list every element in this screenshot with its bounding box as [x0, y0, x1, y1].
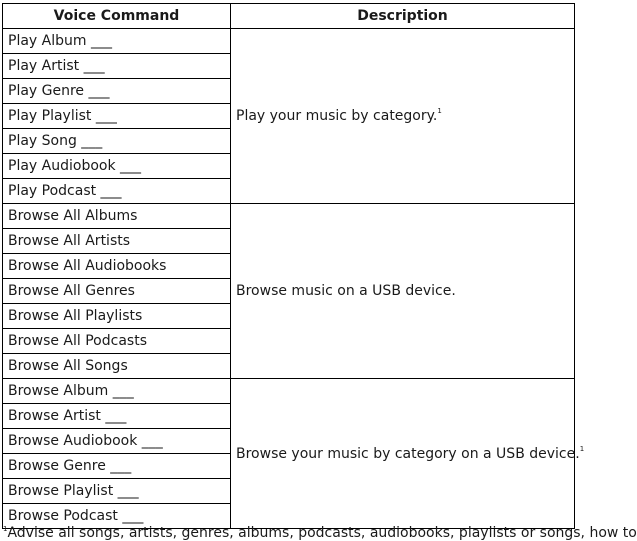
voice-command-cell: Browse Genre ___: [3, 454, 231, 479]
voice-command-cell: Play Podcast ___: [3, 179, 231, 204]
voice-command-cell: Browse Playlist ___: [3, 479, 231, 504]
voice-command-cell: Browse Album ___: [3, 379, 231, 404]
description-cell: [231, 29, 575, 204]
voice-command-cell: Browse All Artists: [3, 229, 231, 254]
table-body: [3, 29, 585, 529]
voice-command-cell: Browse Artist ___: [3, 404, 231, 429]
description-cell: [231, 379, 585, 529]
voice-command-cell: Browse All Albums: [3, 204, 231, 229]
voice-command-cell: Browse All Audiobooks: [3, 254, 231, 279]
voice-command-cell: Browse All Genres: [3, 279, 231, 304]
footnote-marker: 1: [437, 107, 442, 115]
voice-command-cell: Play Audiobook ___: [3, 154, 231, 179]
header-voice-command: Voice Command: [3, 4, 231, 29]
footnote: [3, 525, 637, 541]
description-text: Play your music by category.: [236, 108, 438, 124]
voice-command-cell: Play Song ___: [3, 129, 231, 154]
table-row: [3, 29, 575, 54]
voice-command-cell: Browse All Playlists: [3, 304, 231, 329]
description-text: Browse your music by category on a USB device.: [236, 445, 580, 462]
footnote-marker: 1: [579, 444, 585, 453]
voice-command-cell: Browse All Podcasts: [3, 329, 231, 354]
table-row: [3, 379, 575, 404]
voice-command-table: [2, 3, 585, 529]
footnote-text: Advise all songs, artists, genres, albums, podcasts, audiobooks, playlists or songs, how to: [7, 525, 637, 541]
voice-command-cell: Play Album ___: [3, 29, 231, 54]
voice-command-cell: Browse All Songs: [3, 354, 231, 379]
description-cell: [231, 204, 575, 379]
table-header-row: [3, 4, 575, 29]
voice-command-cell: Play Artist ___: [3, 54, 231, 79]
header-description: Description: [231, 4, 575, 29]
voice-command-cell: Play Playlist ___: [3, 104, 231, 129]
voice-command-cell: Play Genre ___: [3, 79, 231, 104]
table-row: [3, 204, 575, 229]
voice-command-cell: Browse Audiobook ___: [3, 429, 231, 454]
footnote-marker: 1: [3, 525, 8, 533]
voice-command-cell: Browse Podcast ___: [3, 504, 231, 529]
description-text: Browse music on a USB device.: [236, 283, 456, 299]
